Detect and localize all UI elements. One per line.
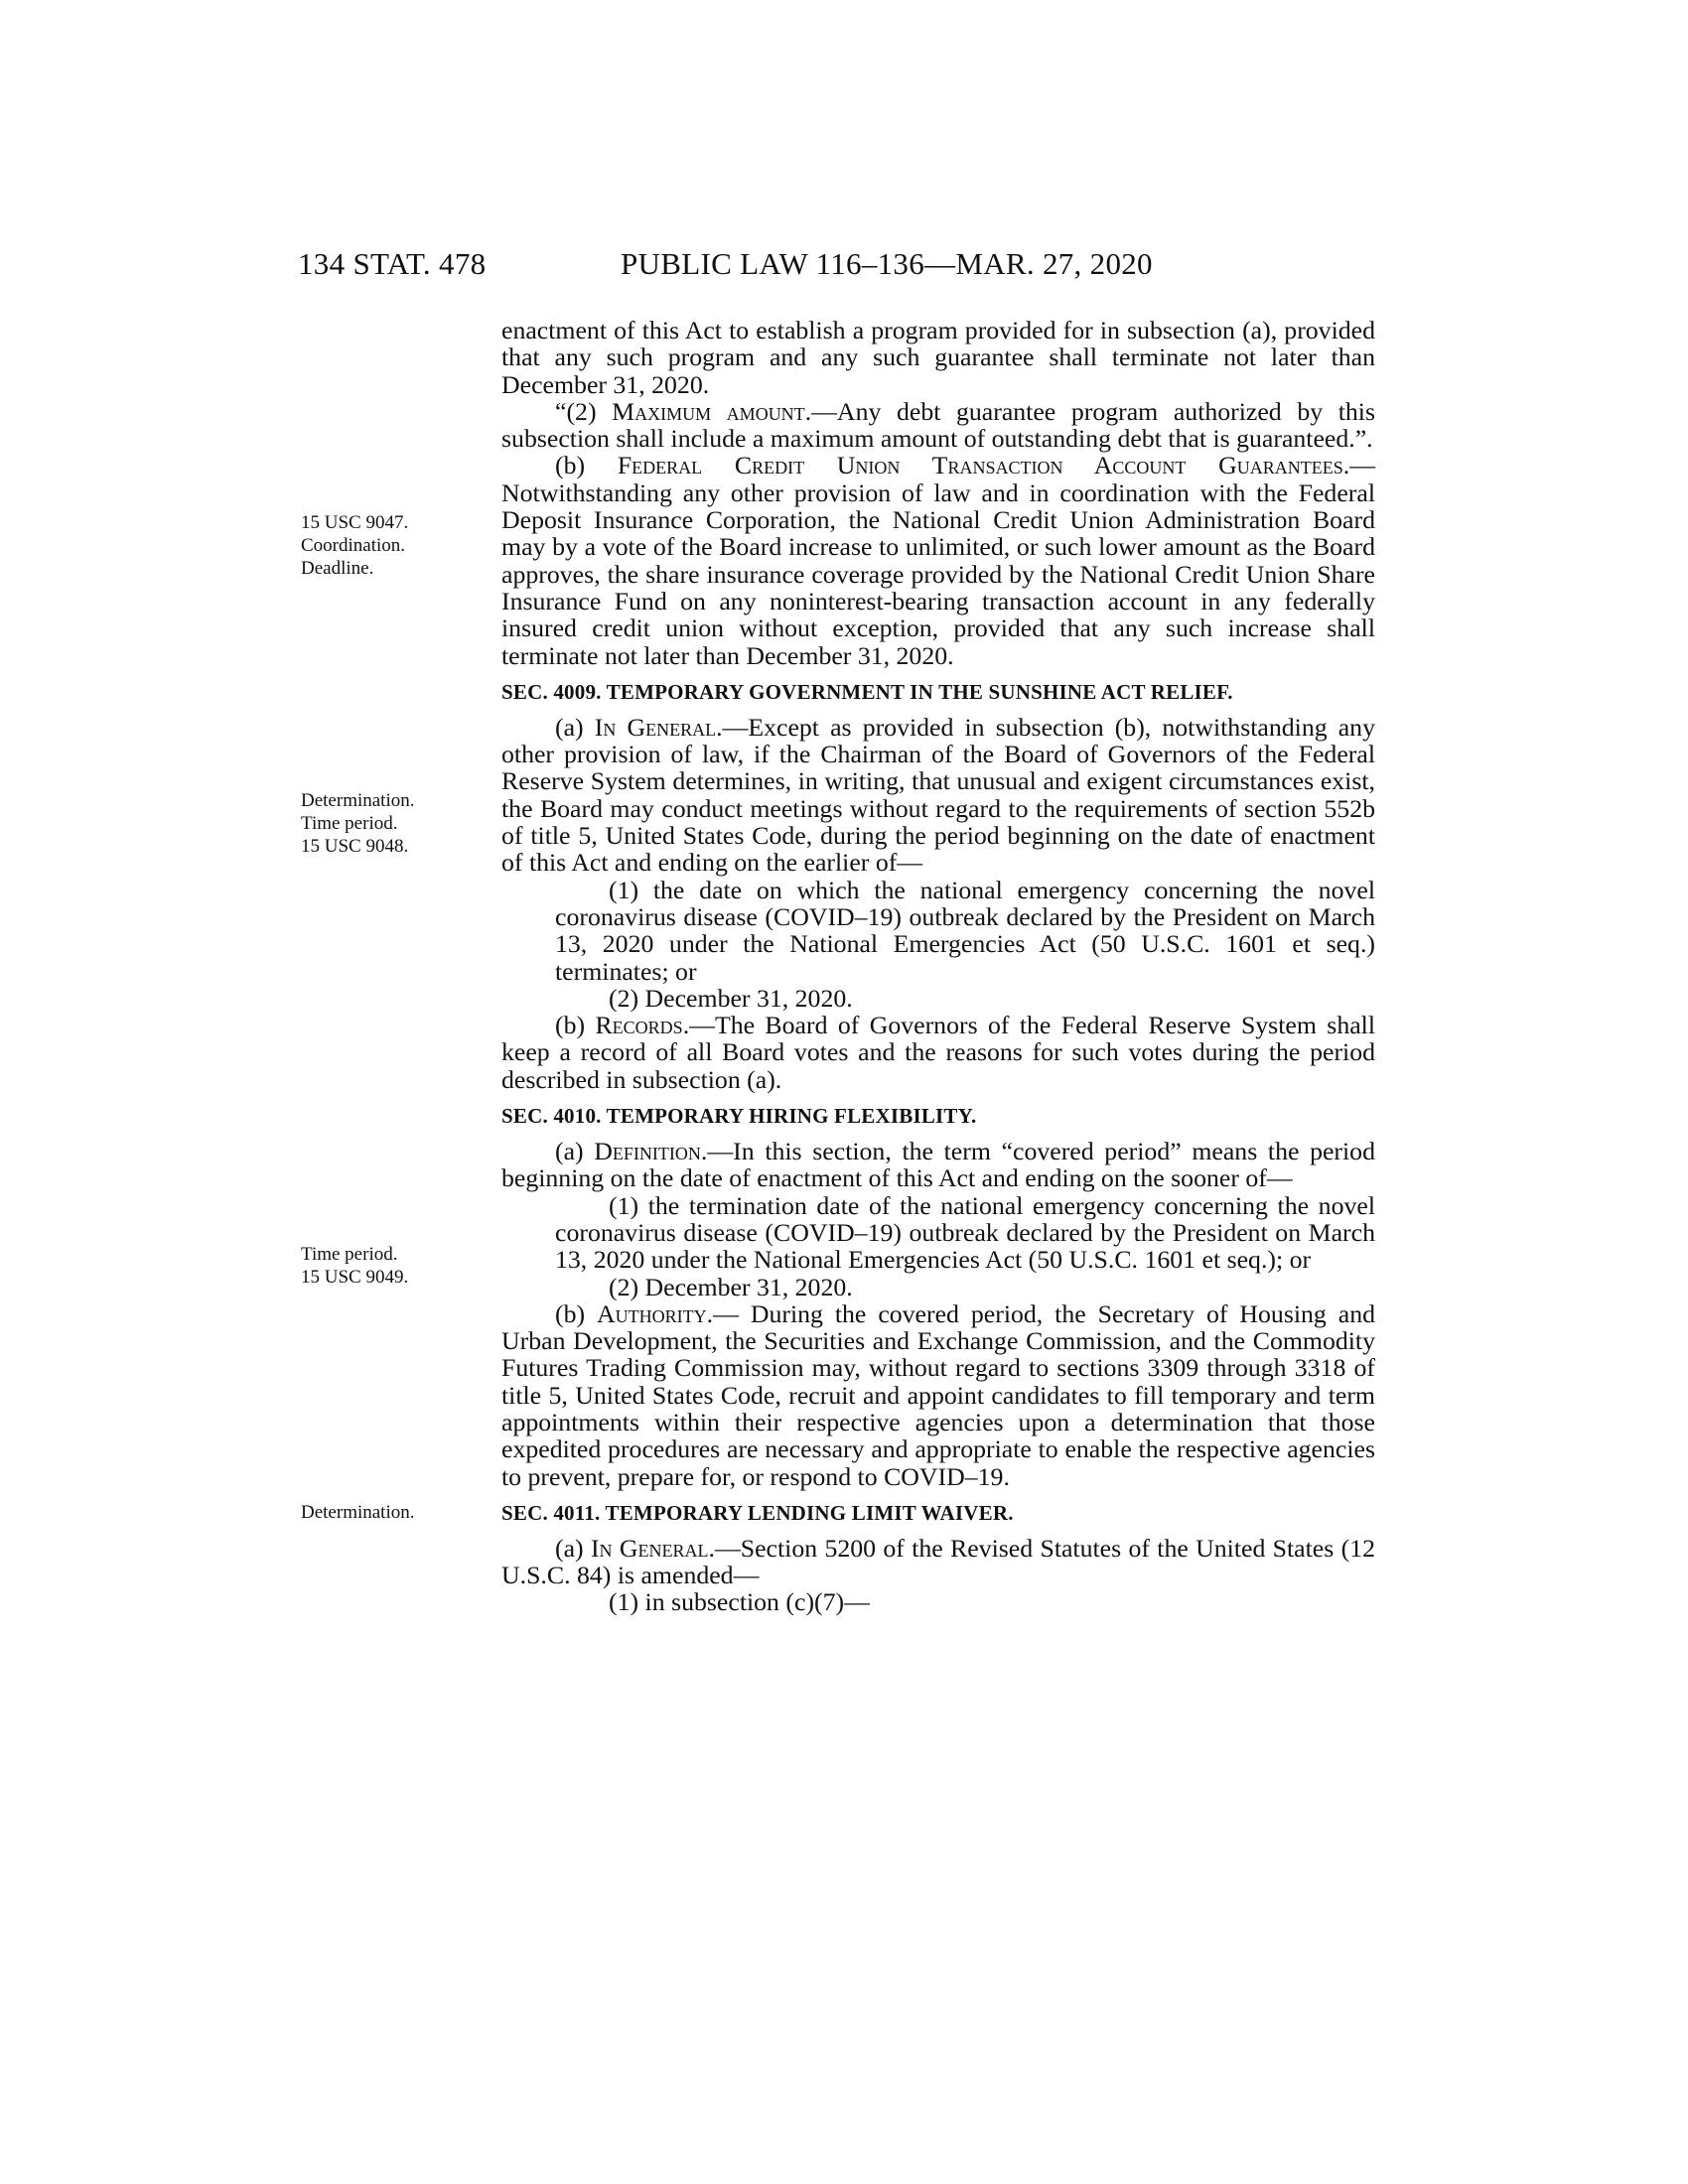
paragraph-4009a — [501, 714, 1375, 877]
paragraph-4010a2: (2) December 31, 2020. — [609, 1272, 853, 1301]
section-heading-4011: SEC. 4011. TEMPORARY LENDING LIMIT WAIVER. — [501, 1500, 1014, 1525]
para-label: (a) — [555, 1137, 595, 1166]
margin-note-sec-4010b — [301, 1501, 415, 1524]
paragraph-4010a — [501, 1138, 1375, 1192]
para-text: .— During the covered period, the Secretary of Housing and Urban Development, the Securities and Exchange Commission, and the Commodity Futures Trading Commission may, without regard to sections 3309 through 3318 of title 5, United States Code, recruit and appoint candidates to fill temporary and term appointments within their respective agencies upon a determination that those expedited procedures are necessary and appropriate to enable the respective agencies to prevent, prepare for, or respond to COVID–19. — [501, 1298, 1376, 1491]
statute-body — [501, 317, 1375, 1616]
para-heading: In General — [590, 1533, 709, 1563]
margin-note-line: Determination. — [301, 1502, 415, 1523]
margin-note-line: Coordination. — [301, 535, 406, 556]
section-heading-4010: SEC. 4010. TEMPORARY HIRING FLEXIBILITY. — [501, 1104, 977, 1129]
margin-note-line: 15 USC 9049. — [301, 1267, 409, 1288]
section-heading-4009: SEC. 4009. TEMPORARY GOVERNMENT IN THE SUNSHINE ACT RELIEF. — [501, 679, 1233, 704]
para-label: (b) — [555, 451, 618, 480]
para-text: .—In this section, the term “covered period” means the period beginning on the date of enactment of this Act and ending on the sooner of— — [501, 1137, 1375, 1193]
para-heading: Records — [595, 1011, 683, 1040]
margin-note-line: Determination. — [301, 790, 415, 811]
paragraph-4009a1: (1) the date on which the national emergency concerning the novel coronavirus disease (COVID–19) outbreak declared by the President on March 13, 2020 under the National Emergencies Act (50 U.S.C. 1601 et seq.) terminates; or — [555, 875, 1375, 986]
para-text: .—Except as provided in subsection (b), notwithstanding any other provision of law, if the Chairman of the Board of Governors of the Federal Reserve System determines, in writing, that unusual and exigent circumstances exist, the Board may conduct meetings without regard to the requirements of section 552b of title 5, United States Code, during the period beginning on the date of enactment of this Act and ending on the earlier of— — [501, 712, 1375, 878]
para-label: “(2) — [555, 396, 613, 426]
para-label: (b) — [555, 1011, 596, 1040]
para-heading: Federal Credit Union Transaction Account Guarantees — [617, 451, 1343, 480]
margin-note-line: Deadline. — [301, 558, 374, 579]
paragraph-4009b — [501, 1012, 1375, 1093]
paragraph-4010b — [501, 1300, 1375, 1490]
margin-note-sec-4009 — [301, 789, 415, 858]
margin-note-line: Time period. — [301, 813, 398, 834]
margin-note-line: Time period. — [301, 1244, 398, 1265]
para-heading: In General — [594, 712, 717, 742]
paragraph-4011a — [501, 1535, 1375, 1589]
para-label: (a) — [555, 1533, 591, 1563]
margin-note-line: 15 USC 9047. — [301, 512, 409, 533]
para-text: .—Section 5200 of the Revised Statutes of the United States (12 U.S.C. 84) is amended— — [501, 1533, 1375, 1590]
paragraph-continuation: enactment of this Act to establish a program provided for in subsection (a), provided that any such program and any such guarantee shall terminate not later than December 31, 2020. — [501, 316, 1375, 399]
para-label: (a) — [555, 712, 595, 742]
page-stat-number: 134 STAT. 478 — [298, 246, 487, 281]
para-text: .—Any debt guarantee program authorized by this subsection shall include a maximum amount of outstanding debt that is guaranteed.”. — [501, 396, 1375, 454]
margin-note-sec-4008b — [301, 511, 408, 580]
para-label: (b) — [555, 1298, 598, 1328]
paragraph-4009a2: (2) December 31, 2020. — [609, 983, 853, 1013]
para-text: .—Notwithstanding any other provision of law and in coordination with the Federal Deposit Insurance Corporation, the National Credit Union Administration Board may by a vote of the Board increase to unlimited, or such lower amount as the Board approves, the share insurance coverage provided by the National Credit Union Share Insurance Fund on any noninterest-bearing transaction account in any federally insured credit union without exception, provided that any such increase shall terminate not later than December 31, 2020. — [501, 451, 1375, 670]
margin-note-line: 15 USC 9048. — [301, 836, 409, 857]
para-heading: Maximum amount — [612, 396, 805, 426]
paragraph-maximum-amount — [448, 398, 1375, 453]
paragraph-4010a1: (1) the termination date of the national emergency concerning the novel coronavirus disease (COVID–19) outbreak declared by the President on March 13, 2020 under the National Emergencies Act (50 U.S.C. 1601 et seq.); or — [555, 1190, 1375, 1275]
paragraph-4011a1: (1) in subsection (c)(7)— — [609, 1587, 870, 1617]
para-heading: Authority — [597, 1298, 707, 1328]
paragraph-fcu-guarantees — [501, 452, 1375, 668]
running-head: PUBLIC LAW 116–136—MAR. 27, 2020 — [621, 246, 1153, 281]
para-text: .—The Board of Governors of the Federal Reserve System shall keep a record of all Board votes and the reasons for such votes during the period described in subsection (a). — [501, 1011, 1376, 1094]
margin-note-sec-4010 — [301, 1243, 408, 1289]
para-heading: Definition — [594, 1137, 701, 1166]
